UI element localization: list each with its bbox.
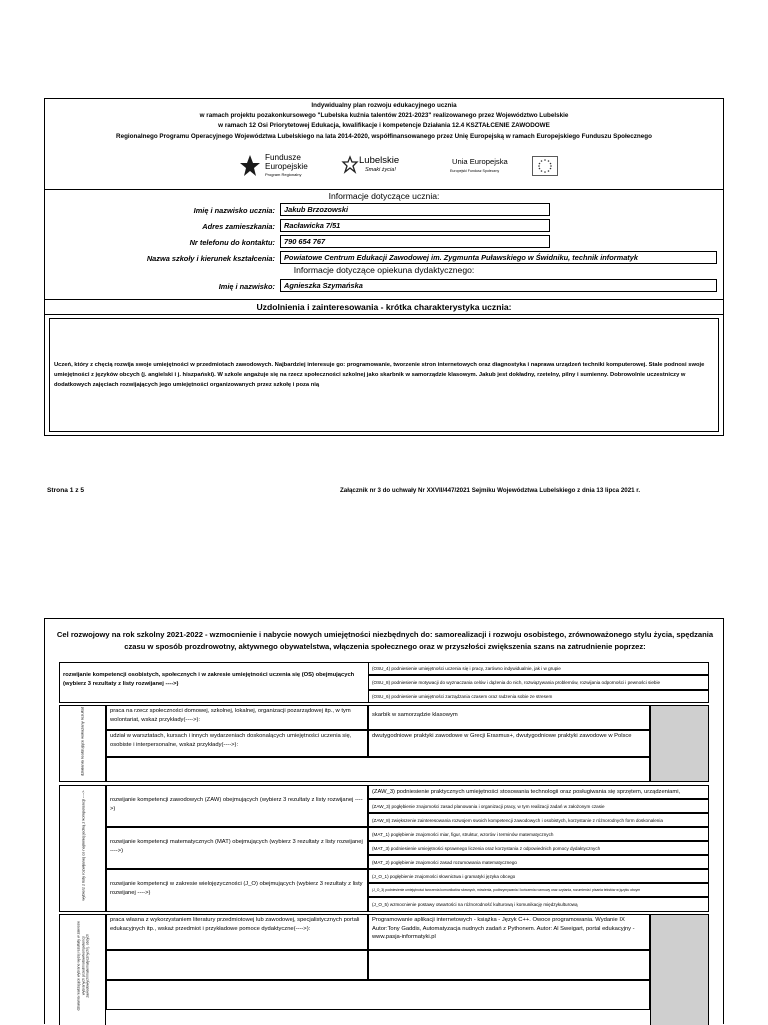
tutor-name-label: Imię i nazwisko:: [218, 282, 275, 291]
os-label-cell: [59, 662, 368, 703]
student-phone-label: Nr telefonu do kontaktu:: [189, 238, 275, 247]
os-item-3-text: (OSU_6) podniesienie umiejętności zarządzania czasem oraz radzenia sobie ze stresem: [372, 694, 553, 699]
header-line-3: w ramach 12 Osi Priorytetowej Edukacja, kwalifikacje i kompetencje Działania 12.4 KSZTAŁCENIE ZAWODOWE: [218, 122, 550, 130]
student-address-label: Adres zamieszkania:: [202, 222, 275, 231]
jo-item-1-text: (J_O_1) pogłębienie znajomości słownictwa i gramatyki języka obcego: [372, 874, 516, 879]
jo-label: rozwijanie kompetencji w zakresie wielojęzyczności (J_O) obejmujących (wybierz 3 rezultaty z listy rozwijanej ---->): [110, 881, 363, 896]
header-line-1: Indywidualny plan rozwoju edukacyjnego ucznia: [311, 102, 457, 109]
eu-line-1: Unia Europejska: [452, 157, 508, 166]
mat-item-2-text: (MAT_3) podniesienie umiejętności sprawnego liczenia oraz korzystania z odpowiednich pomocy dydaktycznych: [372, 846, 601, 851]
os-item-2[interactable]: [368, 675, 709, 690]
actions2-row2-label[interactable]: [106, 950, 368, 980]
mat-item-3-text: (MAT_2) pogłębienie znajomości zasad rozumowania matematycznego: [372, 860, 517, 865]
jo-item-2-text: (J_O_3) podniesienie umiejętności tworzenia komunikatów słownych, mówienia, podtrzymywania i kończenia rozmowy oraz czytania, rozumienia i pisania tekstów w języku obcym: [372, 888, 641, 892]
logo-fundusze-europejskie: [239, 153, 321, 179]
eu-line-2: Europejski Fundusz Społeczny: [450, 169, 500, 173]
logo-lubelskie: [341, 155, 413, 179]
actions1-side-label: działania realizujące wskazany rezultat: [79, 707, 85, 776]
tutor-section-title: Informacje dotyczące opiekuna dydaktycznego:: [293, 265, 475, 275]
fe-line-2: Europejskie: [265, 162, 308, 171]
talents-text-box[interactable]: [49, 318, 719, 432]
actions2-side-label: działania realizujące wybrane wyżej rezultaty w zakresie wybranych przedmiotów/kompetencji zawodowych/matematycznych/j. obcych: [76, 921, 90, 1011]
actions2-row1-value-text: Programowanie aplikacji internetowych - książka - Język C++. Owoce programowania. Wydanie IX Autor:Tony Gaddis, Automatyzacja nudnych zadań z Pythonem. Autor: Al Sweigart, portal edukacyjny - www.pasja-informatyki.pl: [372, 917, 635, 941]
lubelskie-name: Lubelskie: [359, 155, 400, 166]
zaw-label: rozwijanie kompetencji zawodowych (ZAW) obejmujących (wybierz 3 rezultaty z listy rozwijanej ---->): [110, 797, 363, 812]
fe-star-icon: [239, 154, 261, 178]
goal-title: Cel rozwojowy na rok szkolny 2021-2022 - wzmocnienie i nabycie nowych umiejętności niezbędnych do: samorealizacji i rozwoju osobistego, zrównoważonego stylu życia, spędzania czasu w sposób prozdrowotny, aktywnego obywatelstwa, włączenia społecznego oraz w przyszłości zwiększenia szans na zatrudnienie poprzez:: [56, 630, 714, 651]
actions2-row2-value[interactable]: [368, 950, 650, 980]
footer-page-number: Strona 1 z 5: [47, 487, 85, 494]
jo-item-1[interactable]: [368, 869, 709, 883]
actions1-row2-value-text: dwutygodniowe praktyki zawodowe w Grecji Erasmus+, dwutygodniowe praktyki zawodowe w Polsce: [372, 733, 632, 739]
zaw-item-3[interactable]: [368, 813, 709, 827]
os-item-1-text: (OSU_4) podniesienie umiejętności uczenia się i pracy, zarówno indywidualnie, jak i w grupie: [372, 666, 561, 671]
jo-item-3[interactable]: [368, 897, 709, 912]
jo-label-cell: [106, 869, 368, 912]
mat-label-cell: [106, 827, 368, 869]
eu-flag-icon: [532, 156, 558, 176]
actions1-row1-value-text: skarbik w samorządzie klasowym: [372, 712, 458, 718]
actions2-gray-box: [650, 914, 709, 1025]
footer-attachment: Załącznik nr 3 do uchwały Nr XXVII/447/2021 Sejmiku Województwa Lubelskiego z dnia 13 lipca 2021 r.: [340, 487, 641, 494]
mat-item-3[interactable]: [368, 855, 709, 869]
zaw-item-1[interactable]: [368, 785, 709, 799]
mat-item-2[interactable]: [368, 841, 709, 855]
mat-item-1-text: (MAT_1) pogłębienie znajomości miar, figur, struktur, wzorów i terminów matematycznych: [372, 832, 554, 837]
actions1-row3-empty[interactable]: [106, 757, 650, 782]
actions1-row1-label-text: praca na rzecz społeczności domowej, szkolnej, lokalnej, organizacji pozarządowej itp., w tym wolontariat, wskaż przykłady(---->):: [110, 708, 351, 723]
logo-unia-europejska: [450, 156, 560, 178]
actions1-row1-label: [106, 705, 368, 730]
lubelskie-mark-icon: [341, 155, 359, 175]
jo-item-2[interactable]: [368, 883, 709, 897]
os-label: rozwijanie kompetencji osobistych, społecznych i w zakresie umiejętności uczenia się (OS) obejmujących (wybierz 3 rezultaty z listy rozwijanej ---->): [63, 672, 355, 687]
comp-side-label: wybierz z listy rozwijanej co najmniej jedną z kompetencji ---->: [80, 790, 86, 901]
tutor-name-field[interactable]: Agnieszka Szymańska: [280, 279, 717, 292]
jo-item-3-text: (J_O_5) wzmocnienie postawy otwartości na różnorodność kulturową i komunikację międzykulturową: [372, 902, 578, 907]
actions2-row3-empty[interactable]: [106, 980, 650, 1010]
actions1-row2-label: [106, 730, 368, 757]
actions1-side-cell: [59, 705, 106, 782]
os-item-1[interactable]: [368, 662, 709, 675]
actions1-row1-value[interactable]: [368, 705, 650, 730]
student-section-title: Informacje dotyczące ucznia:: [328, 191, 440, 201]
student-school-field[interactable]: Powiatowe Centrum Edukacji Zawodowej im. Zygmunta Puławskiego w Świdniku, technik informatyk: [280, 251, 717, 264]
zaw-label-cell: [106, 785, 368, 827]
actions2-row1-label-text: praca własna z wykorzystaniem literatury przedmiotowej lub zawodowej, specjalistycznych portali edukacyjnych itp., wskaż przedmiot i przykładowe pomoce dydaktyczne(---->):: [110, 917, 360, 932]
actions1-gray-box: [650, 705, 709, 782]
mat-label: rozwijanie kompetencji matematycznych (MAT) obejmujących (wybierz 3 rezultaty z listy rozwijanej ---->): [110, 839, 363, 854]
talents-text: Uczeń, który z chęcią rozwija swoje umiejętności w przedmiotach zawodowych. Najbardziej interesuje go: programowanie, tworzenie stron internetowych oraz diagnostyka i naprawa urządzeń techniki komputerowej. Stale podnosi swoje umiejętności z języków obcych (j. angielski i j. hiszpański). W szkole angażuje się na rzecz społeczności szkolnej jako skarbnik w samorządzie klasowym. Jakub jest dokładny, rzetelny, pilny i sumienny. Dobrowolnie uczestniczy w dodatkowych zajęciach rozwijających jego umiejętności organizowanych przez szkołę i poza nią: [54, 362, 705, 388]
zaw-item-3-text: (ZAW_8) zwiększenie zainteresowania rozwojem swoich kompetencji zawodowych i osobistych, korzystanie z różnorodnych form doskonalenia: [372, 818, 663, 823]
fe-line-3: Program Regionalny: [265, 172, 302, 177]
actions1-row2-label-text: udział w warsztatach, kursach i innych wydarzeniach doskonalących umiejętności uczenia się, osobiste i interpersonalne, wskaż przykłady(---->):: [110, 733, 352, 748]
talents-section-title: Uzdolnienia i zainteresowania - krótka charakterystyka ucznia:: [256, 302, 512, 312]
actions2-row1-value[interactable]: [368, 914, 650, 950]
student-school-label: Nazwa szkoły i kierunek kształcenia:: [146, 254, 275, 263]
zaw-item-2[interactable]: [368, 799, 709, 813]
os-item-2-text: (OSU_8) podniesienie motywacji do wyznaczania celów i dążenia do nich, rozwiązywania problemów, rozwijania odporności i pewności siebie: [372, 680, 661, 685]
header-line-2: w ramach projektu pozakonkursowego "Lubelska kuźnia talentów 2021-2023" realizowanego przez Województwo Lubelskie: [199, 112, 569, 120]
zaw-item-2-text: (ZAW_3) pogłębienie znajomości zasad planowania i organizacji pracy, w tym realizacji zadań w założonym czasie: [372, 804, 605, 809]
student-name-label: Imię i nazwisko ucznia:: [193, 206, 275, 215]
actions2-row1-label: [106, 914, 368, 950]
comp-side-cell: [59, 785, 106, 912]
form-page-1: [44, 98, 724, 436]
os-item-3[interactable]: [368, 690, 709, 703]
actions1-row2-value[interactable]: [368, 730, 650, 757]
fe-line-1: Fundusze: [265, 153, 301, 162]
student-phone-field[interactable]: 790 654 767: [280, 235, 550, 248]
mat-item-1[interactable]: [368, 827, 709, 841]
header-line-4: Regionalnego Programu Operacyjnego Województwa Lubelskiego na lata 2014-2020, współfinansowanego przez Unię Europejską w ramach Europejskiego Funduszu Społecznego: [116, 132, 652, 140]
form-page-2: [44, 618, 724, 1024]
student-address-field[interactable]: Racławicka 7/51: [280, 219, 550, 232]
zaw-item-1-text: (ZAW_3) podniesienie praktycznych umiejętności stosowania technologii oraz posługiwania się sprzętem, urządzeniami,: [372, 789, 681, 795]
header-block: [45, 101, 723, 142]
student-section-bar: [45, 189, 723, 190]
student-name-field[interactable]: Jakub Brzozowski: [280, 203, 550, 216]
lubelskie-slogan: Smaki życia!: [365, 167, 396, 173]
actions2-side-cell: [59, 914, 106, 1025]
